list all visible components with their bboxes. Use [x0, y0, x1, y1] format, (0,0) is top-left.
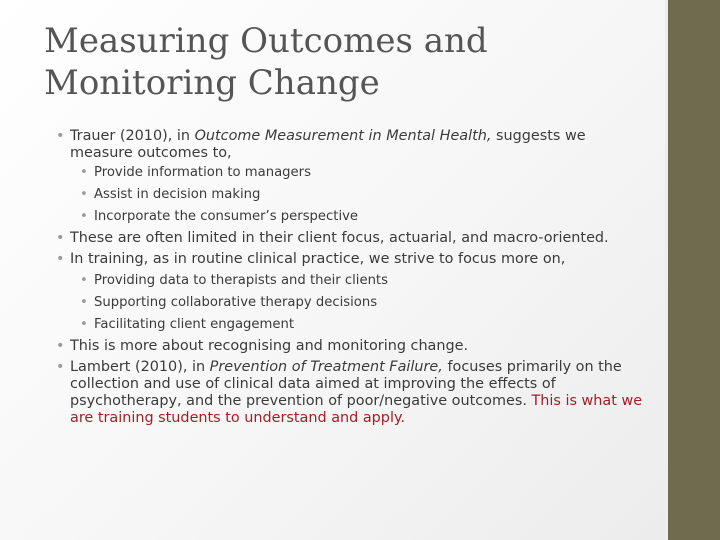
bullet-trauer: [56, 128, 646, 162]
sub-bullet-consumer-perspective: • Incorporate the consumer’s perspective: [80, 208, 646, 226]
sub-bullet-client-engagement: • Facilitating client engagement: [80, 316, 646, 334]
sub-bullet-collaborative-decisions: • Supporting collaborative therapy decisions: [80, 294, 646, 312]
slide-title: [44, 20, 644, 104]
slide-title-line-1: Measuring Outcomes and: [44, 21, 488, 61]
bullet-lambert-book-title: Prevention of Treatment Failure,: [209, 359, 443, 375]
bullet-lambert-mid: focuses primarily on the collection and use of clinical data aimed at improving the effects of psychotherapy, and the prevention of poor/negative outcomes.: [70, 359, 622, 409]
bullet-lambert: [56, 359, 646, 427]
sub-bullet-decision-making: • Assist in decision making: [80, 186, 646, 204]
bullet-trauer-post: suggests we measure outcomes to,: [70, 128, 586, 161]
bullet-trauer-book-title: Outcome Measurement in Mental Health,: [194, 128, 492, 144]
bullet-limitations: • These are often limited in their client focus, actuarial, and macro-oriented.: [56, 230, 646, 247]
accent-side-band: [668, 0, 720, 540]
bullet-training-focus: • In training, as in routine clinical practice, we strive to focus more on,: [56, 251, 646, 268]
bullet-trauer-pre: Trauer (2010), in: [70, 128, 195, 144]
bullet-lambert-pre: Lambert (2010), in: [70, 359, 210, 375]
sub-bullet-managers: • Provide information to managers: [80, 164, 646, 182]
sub-bullet-data-to-therapists: • Providing data to therapists and their clients: [80, 272, 646, 290]
bullet-lambert-highlight: This is what we are training students to understand and apply.: [70, 393, 643, 426]
slide-title-line-2: Monitoring Change: [44, 63, 380, 103]
bullet-monitoring-change: • This is more about recognising and monitoring change.: [56, 338, 646, 355]
slide-content: [56, 128, 646, 431]
